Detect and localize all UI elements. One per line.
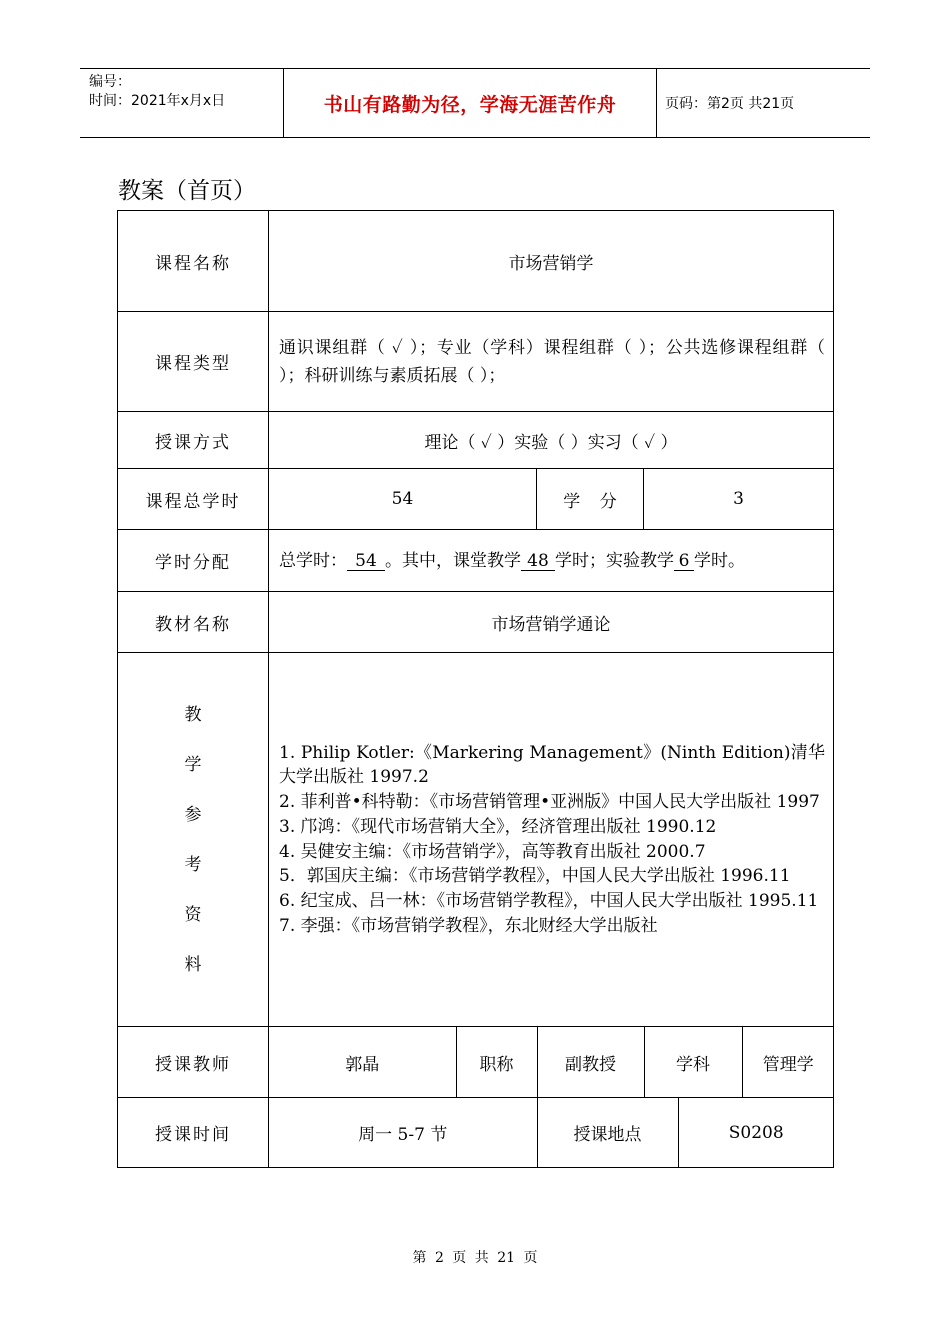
schedule-time-label: 授课时间 [118,1098,269,1168]
ref-label-char: 资 [184,904,202,925]
hour-distribution-value [269,530,834,592]
document-title: 教案（首页） [118,178,256,204]
course-type-value: 通识课组群（ ✓ ）；专业（学科）课程组群（ ）；公共选修课程组群（ ）；科研训练与素质拓展（ ）； [269,312,834,412]
teaching-method-value: 理论（ ✓ ）实验（ ）实习（ ✓ ） [269,412,834,469]
page-header [80,68,870,138]
title-value: 副教授 [537,1027,644,1097]
ref-label-char: 考 [184,854,202,875]
reference-item: 6. 纪宝成、吕一林：《市场营销学教程》，中国人民大学出版社 1995.11 [279,890,819,911]
reference-item: 5．郭国庆主编：《市场营销学教程》，中国人民大学出版社 1996.11 [279,866,791,887]
dist-total: 54 [347,552,385,571]
total-hours-value: 54 [269,469,537,530]
reference-item: 7. 李强：《市场营销学教程》，东北财经大学出版社 [279,915,658,936]
header-motto: 书山有路勤为径，学海无涯苦作舟 [323,93,617,116]
row-schedule [118,1098,834,1168]
hour-distribution-label: 学时分配 [118,530,269,592]
ref-label-char: 参 [184,804,202,825]
reference-item: 2. 菲利普•科特勒：《市场营销管理•亚洲版》中国人民大学出版社 1997 [279,792,820,813]
schedule-info [269,1098,834,1167]
textbook-label: 教材名称 [118,592,269,653]
course-name-value: 市场营销学 [269,211,834,312]
place-value: S0208 [678,1098,834,1167]
row-course-type [118,312,834,412]
header-number: 编号： [89,74,131,90]
teacher-info-cell [269,1027,834,1098]
references-list [269,653,834,1027]
schedule-info-cell [269,1098,834,1168]
page-footer: 第 2 页 共 21 页 [412,1250,538,1266]
dist-mid1: 。其中，课堂教学 [385,550,521,571]
header-motto-cell [283,69,657,137]
teacher-info [269,1027,834,1097]
course-name-label: 课程名称 [118,211,269,312]
dist-lab: 6 [674,552,694,571]
subject-value: 管理学 [742,1027,834,1097]
ref-label-char: 学 [184,754,202,775]
row-references [118,653,834,1027]
ref-label-char: 教 [184,704,202,725]
credit-label: 学 分 [537,469,644,530]
references-label [118,653,269,1027]
row-teacher [118,1027,834,1098]
subject-label: 学科 [644,1027,742,1097]
dist-mid2: 学时；实验教学 [555,550,674,571]
teaching-method-label: 授课方式 [118,412,269,469]
header-time: 时间：2021年x月x日 [89,93,226,109]
dist-suffix: 学时。 [694,550,745,571]
header-meta [80,69,283,137]
place-label: 授课地点 [537,1098,678,1167]
reference-item: 3. 邝鸿：《现代市场营销大全》，经济管理出版社 1990.12 [279,816,717,837]
course-type-label: 课程类型 [118,312,269,412]
schedule-time-value: 周一 5-7 节 [358,1125,448,1145]
row-course-name [118,211,834,312]
credit-value: 3 [644,469,834,530]
lesson-plan-table [117,210,834,1168]
row-textbook [118,592,834,653]
teacher-label: 授课教师 [118,1027,269,1098]
title-label: 职称 [456,1027,537,1097]
ref-label-char: 料 [184,954,202,975]
row-teaching-method [118,412,834,469]
dist-class: 48 [521,552,555,571]
row-hour-distribution [118,530,834,592]
total-hours-label: 课程总学时 [118,469,269,530]
header-page-cell [656,69,870,137]
header-page-number: 页码：第2页 共21页 [665,96,795,112]
row-total-hours [118,469,834,530]
dist-prefix: 总学时： [279,550,347,571]
teacher-value: 郭晶 [345,1054,380,1075]
textbook-value: 市场营销学通论 [269,592,834,653]
reference-item: 1. Philip Kotler:《Markering Management》(Ninth Edition)清华大学出版社 1997.2 [279,742,826,788]
reference-item: 4. 吴健安主编：《市场营销学》，高等教育出版社 2000.7 [279,841,706,862]
